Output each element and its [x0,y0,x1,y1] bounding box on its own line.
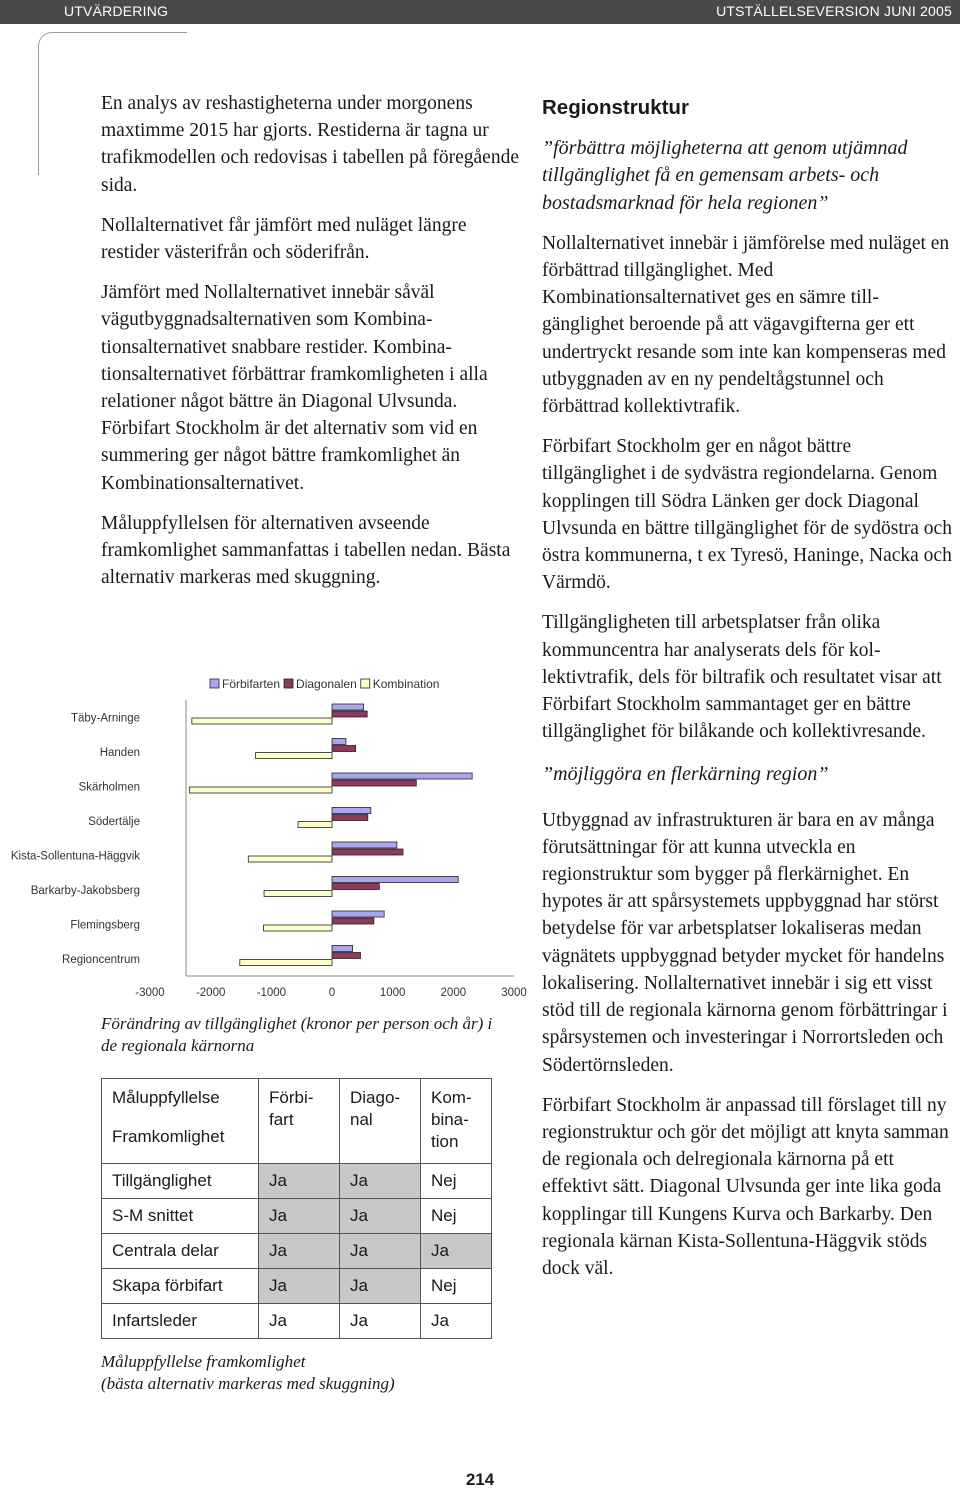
goal-cell-diagonal: Ja [340,1199,421,1234]
head-label-1: Måluppfyllelse [112,1088,220,1107]
left-paragraph: Nollalternativet får jämfört med nuläget längre restider västerifrån och söderifrån. [101,214,467,264]
x-tick-label: -3000 [135,987,165,999]
left-paragraph: Måluppfyllelsen för alternativen avseende framkomlighet sammanfattas i tabellen nedan. Bästa alternativ markeras med skuggning. [101,512,511,589]
goal-cell-forbifart: Ja [259,1234,340,1269]
goal-cell-forbifart: Ja [259,1304,340,1339]
right-paragraph: Förbifart Stockholm ger en något bättre tillgänglighet i de sydvästra regiondelarna. Genom kopplingen till Södra Länken ger dock Diagonal Ulvsunda en bättre tillgänglighet för de sydöstra och östra kommunerna, t ex Tyresö, Haninge, Nacka och Värmdö. [542,436,952,594]
goal-cell-kombination: Ja [421,1234,492,1269]
goal-cell-kombination: Ja [421,1304,492,1339]
bar-kombination [256,753,332,759]
goal-row-label: Tillgänglighet [102,1164,259,1199]
goal-row [102,1234,492,1269]
category-label: Flemingsberg [70,919,140,932]
table-caption-line2: (bästa alternativ markeras med skuggning) [101,1374,395,1393]
bar-kombination [298,822,332,828]
goal-table-body [102,1164,492,1339]
legend-label: Förbifarten [222,677,281,691]
bar-diagonalen [332,746,356,752]
bar-kombination [263,925,332,931]
bar-diagonalen [332,815,368,821]
header-version: UTSTÄLLELSEVERSION JUNI 2005 [716,3,952,19]
legend-label: Kombination [372,677,440,691]
accessibility-chart [0,660,540,1020]
category-label: Täby-Arninge [70,712,140,725]
bar-diagonalen [332,918,374,924]
legend-swatch [210,679,219,688]
bar-förbifarten [332,773,472,779]
right-paragraph: Tillgängligheten till arbetsplatser från olika kommuncentra har analyserats dels för kollektivtrafik, dels för biltrafik och resultatet visar att Förbifart Stockholm sammantaget ger en bättre tillgänglighet för bilåkande och kollektivresande. [542,612,942,743]
category-label: Handen [99,746,140,759]
goal-row-label: Infartsleder [102,1304,259,1339]
head-diagonal: Diago- nal [340,1079,421,1164]
goal-cell-forbifart: Ja [259,1164,340,1199]
goal-quote: ”förbättra möjligheterna att genom utjämnad tillgänglighet få en gemensam arbets- och bostadsmarknad för hela regionen” [542,137,908,214]
goal-cell-kombination: Nej [421,1199,492,1234]
goal-cell-kombination: Nej [421,1164,492,1199]
category-label: Kista-Sollentuna-Häggvik [10,850,140,863]
goal-row-label: S-M snittet [102,1199,259,1234]
bar-förbifarten [332,877,458,883]
bar-kombination [264,891,332,897]
right-paragraph: Förbifart Stockholm är anpassad till förslaget till ny regionstruktur och gör det möjligt att knyta samman de regionala och delregionala kärnorna på ett effektivt sätt. Diagonal Ulvsunda ger inte lika goda kopplingar till Kungens Kurva och Barkarby. Den regionala kärnan Kista-Sollentuna-Häggvik stöds dock väl. [542,1094,949,1279]
category-label: Södertälje [88,815,140,828]
chart-svg [0,660,540,1020]
bar-kombination [240,960,332,966]
category-label: Barkarby-Jakobsberg [30,884,140,897]
legend-swatch [361,679,370,688]
chart-caption: Förändring av tillgänglighet (kronor per person och år) i de regionala kärnorna [101,1014,493,1055]
goal-cell-kombination: Nej [421,1269,492,1304]
goal-row-label: Centrala delar [102,1234,259,1269]
category-label: Regioncentrum [62,953,140,966]
head-label-cell [102,1079,259,1164]
bar-förbifarten [332,704,364,710]
category-label: Skärholmen [78,781,140,794]
table-caption [101,1351,521,1395]
goal-table [101,1078,492,1339]
bar-kombination [248,856,332,862]
bar-diagonalen [332,884,379,890]
legend-swatch [284,679,293,688]
bar-diagonalen [332,780,416,786]
x-tick-label: -1000 [256,987,287,999]
right-paragraph: Utbyggnad av infrastrukturen är bara en av många förutsättningar för att kunna utveckla en regionstruktur som bygger på flerkärnighet. En hypotes är att spårsystemets uppbyggnad har störst betydelse för var arbetsplatser lokaliseras medan vägnätets uppbyggnad betyder mycket för handelns lokalisering. Nollalternativet innebär i sig ett visst stöd till de regionala kärnorna genom förbättringar i spårsystemen och investeringar i Norrortsleden och Södertörnsleden. [542,809,948,1076]
goal-row [102,1304,492,1339]
x-tick-label: 2000 [440,987,467,999]
goal-row [102,1164,492,1199]
x-tick-label: 3000 [501,987,527,999]
left-paragraph: En analys av reshastigheterna under morgonens maxtimme 2015 har gjorts. Restiderna är tagna ur trafikmodellen och redovisas i tabellen på föregående sida. [101,93,519,196]
section-title: Regionstruktur [542,96,689,119]
bar-kombination [192,718,332,724]
head-kombination: Kom- bina- tion [421,1079,492,1164]
goal-table-head [102,1079,492,1164]
bar-kombination [189,787,332,793]
x-tick-label: 1000 [379,987,406,999]
right-column [542,94,954,1295]
x-tick-label: -2000 [195,987,226,999]
bar-förbifarten [332,911,384,917]
goal-cell-diagonal: Ja [340,1164,421,1199]
goal-row [102,1269,492,1304]
goal-quote: ”möjliggöra en flerkärning region” [542,763,829,786]
goal-row [102,1199,492,1234]
header-section: UTVÄRDERING [64,3,169,19]
left-paragraph: Jämfört med Nollalternativet innebär såväl vägutbyggnadsalternativen som Kombinationsalternativet snabbare restider. Kombinationsalternativet förbättrar framkomligheten i alla relationer något bättre än Diagonal Ulvsunda. Förbifart Stockholm är det alternativ som vid en summering ger något bättre framkomlighet än Kombinationsalternativet. [101,282,488,494]
page-header [0,0,960,24]
goal-row-label: Skapa förbifart [102,1269,259,1304]
goal-cell-forbifart: Ja [259,1269,340,1304]
bar-diagonalen [332,849,403,855]
bar-förbifarten [332,946,353,952]
bar-förbifarten [332,842,397,848]
goal-cell-forbifart: Ja [259,1199,340,1234]
bar-förbifarten [332,808,371,814]
legend-label: Diagonalen [296,677,357,691]
goal-cell-diagonal: Ja [340,1234,421,1269]
bar-diagonalen [332,711,367,717]
goal-cell-diagonal: Ja [340,1269,421,1304]
goal-cell-diagonal: Ja [340,1304,421,1339]
bar-förbifarten [332,739,346,745]
page-number: 214 [465,1470,495,1489]
table-caption-line1: Måluppfyllelse framkomlighet [101,1352,306,1371]
bar-diagonalen [332,953,361,959]
head-forbifart: Förbi- fart [259,1079,340,1164]
head-label-2: Framkomlighet [112,1127,225,1146]
left-column [101,90,521,604]
right-paragraph: Nollalternativet innebär i jämförelse med nuläget en förbättrad tillgänglighet. Med Kombinationsalternativet ges en sämre tillgänglighet beroende på att vägavgifterna ger ett undertryckt resande som inte kan kompenseras med utbyggnaden av en ny pendeltågstunnel och förbättrad kollektivtrafik. [542,232,950,418]
x-tick-label: 0 [328,987,336,999]
